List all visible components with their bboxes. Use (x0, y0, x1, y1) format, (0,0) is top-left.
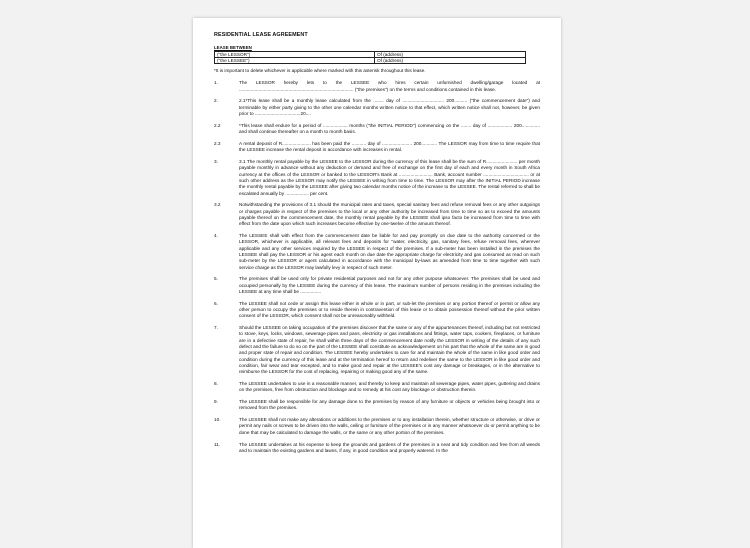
lessee-cell: ("the LESSEE") (215, 57, 375, 63)
clause-item (214, 159, 540, 197)
clause-number: 11. (214, 441, 221, 447)
clause-item (214, 98, 540, 117)
lessor-address-cell: Of (address) (375, 51, 526, 57)
clause-number: 10. (214, 417, 221, 423)
clause-list (214, 80, 540, 454)
clause-number: 2.3 (214, 140, 221, 146)
clause-text: The LESSEE shall be responsible for any damage done to the premises by reason of any furniture or objects or vehicles being brought into or removed from the premises. (239, 399, 540, 411)
parties-table (214, 51, 526, 65)
lessor-cell: ("the LESSOR") (215, 51, 375, 57)
document-page (193, 18, 561, 548)
clause-number: 2.2 (214, 122, 221, 128)
clause-number: 6. (214, 300, 218, 306)
clause-number: 4. (214, 233, 218, 239)
clause-item (214, 202, 540, 227)
clause-number: 3. (214, 159, 218, 165)
clause-text: 2.1*This lease shall be a monthly lease calculated from the ........ day of ................................ 200.......... ("the commencement date") and terminable by either party giving to the other one calendar months written notice to that effect, which written notice shall not, however, be given prior to ...................................20.... (239, 98, 540, 117)
clause-item (214, 233, 540, 271)
clause-text: The LESSEE undertakes to use in a reasonable manner, and thereby to keep and maintain all sewerage pipes, water pipes, guttering and drains on the premises, free from obstruction and blockage and to remedy at his cost any blockage or obstruction therein. (239, 380, 540, 393)
clause-text: The LESSEE shall with effect from the commencement date be liable for and pay promptly on due date to the authority concerned or the LESSOR, whichever is applicable, all relevant fees and deposits for "water, electricity, gas, sanitary fees, refuse removal fees, wherever applicable and any other services required by the LESSEE in respect of the premises. If a sub-meter has been installed in the premises the LESSEE shall pay the LESSOR or his agent each month on due date the appropriate charge for electricity and gas consumed as read on such sub-meter by the LESSOR or agent calculated in accordance with the municipal by-laws as amended from time to time together with such service charge as the LESSOR may lawfully levy in respect of such meter. (239, 233, 540, 270)
party-row-lessee (215, 57, 526, 63)
clause-number: 5. (214, 276, 218, 282)
clause-item (214, 399, 540, 412)
clause-item (214, 123, 540, 136)
clause-item (214, 442, 540, 455)
clause-number: 9. (214, 399, 218, 405)
clause-text: The premises shall be used only for private residential purposes and not for any other purpose whatsoever. The premises shall be used and occupied personally by the LESSEE during the currency of this lease. The maximum number of persons residing in the premises including the LESSEE at any time shall be ................ (239, 276, 540, 294)
clause-item (214, 80, 540, 93)
clause-number: 3.2 (214, 202, 221, 208)
clause-item (214, 276, 540, 295)
clause-number: 2. (214, 98, 218, 104)
clause-text: 3.1 The monthly rental payable by the LESSEE to the LESSOR during the currency of this lease shall be the sum of R........................ per month payable monthly in advance without any deduction or demand and free of exchange on the first day of each and every month in South Africa currency at the offices of the LESSOR or banked to the LESSOR's Bank at .......................... Bank, account number ................................... or at such other address as the LESSOR may notify the LESSEE in writing from time to time. The LESSOR may after the INITIAL PERIOD increase the monthly rental payable by the LESSEE after giving two calendar months notice of the increase to the LESSEE. The rental referred to shall be escalated annually by .................. per cent. (239, 159, 540, 196)
clause-number: 1. (214, 80, 218, 86)
document-content (214, 32, 540, 460)
clause-text: A rental deposit of R...................... has been paid the ........... day of ....................... 200............ The LESSOR may from time to time require that the LESSEE increase the rental deposit in accordance with increases in rental. (239, 140, 540, 153)
clause-text: The LESSEE shall not cede or assign this lease either in whole or in part, or sub-let the premises or any portion thereof or permit or allow any other person to occupy the premises or to reside therein in contravention of this lease or to obtain possession thereof without the prior written consent of the LESSOR, which consent shall not be unreasonably withheld. (239, 300, 540, 319)
asterisk-note: *It is important to delete whichever is applicable where marked with this asterisk throughout this lease. (214, 68, 426, 74)
clause-number: 8. (214, 380, 218, 386)
clause-item (214, 417, 540, 436)
lease-between-heading: LEASE BETWEEN (214, 45, 252, 51)
clause-text: The LESSEE undertakes at his expense to keep the grounds and gardens of the premises in a neat and tidy condition and free from all weeds and to maintain the existing gardens and lawns, if any, in good condition and properly watered. In the (239, 441, 540, 453)
clause-item (214, 301, 540, 320)
clause-text: Notwithstanding the provisions of 3.1 should the municipal rates and taxes, special sanitary fees and refuse removal fees or any other outgoings or charges payable in respect of the premises to the local or any other authority be increased from time to time so as to exceed the amounts payable thereof on the commencement date, the monthly rental payable by the LESSEE shall ipso facto be increased from time to time with effect from the date upon which such increases become effective by one-twelve of the amount thereof. (239, 202, 540, 227)
clause-text: The LESSOR hereby lets to the LESSEE who hires certain unfurnished dwelling/garage located at ........................................................................................ ("the premises") on the terms and conditions contained in this lease. (239, 80, 540, 92)
clause-item (214, 381, 540, 394)
clause-number: 7. (214, 325, 218, 331)
clause-item (214, 325, 540, 375)
clause-text: Should the LESSEE on taking occupation of the premises discover that the same or any of the appurtenances thereof, including but not restricted to stove, keys, locks, windows, sewerage pipes and pans, electricity or gas installations and fittings, water taps, cookers, fireplaces, or furniture are in a defective state of repair, he shall within three days of the commencement date notify the LESSOR in writing of the details of any such defect and the failure to do so on the part of the LESSEE shall constitute an acknowledgement on his part that the whole of the same are in good and proper state of repair and condition. The LESSEE hereby undertakes to care for and maintain the whole of the same in like good order and condition during the currency of this lease and at the termination hereof to return and redeliver the same to the LESSOR in like good order and condition, fair wear and tear excepted, and to make good and repair at the LESSEE's cost any damage or breakages, or in the alternative to reimburse the LESSOR for the cost of replacing, repairing or making good any of the same. (239, 325, 540, 375)
document-title: RESIDENTIAL LEASE AGREEMENT (214, 32, 308, 38)
lessee-address-cell: Of (address) (375, 57, 526, 63)
clause-item (214, 141, 540, 154)
clause-text: *This lease shall endure for a period of ................... months ("the INITIAL PERIOD") commencing on the ........ day of ................... 200.............. and shall continue thereafter on a month to month basis. (239, 122, 540, 135)
clause-text: The LESSEE shall not make any alterations or additions to the premises or to any installation therein, whether structure or otherwise, or drive or permit any nails or screws to be driven into the walls, ceiling or furniture of the premises or in any manner whatsoever do or permit anything to be done that may be calculated to damage the walls, or the same or any other portion of the premises. (239, 417, 540, 435)
